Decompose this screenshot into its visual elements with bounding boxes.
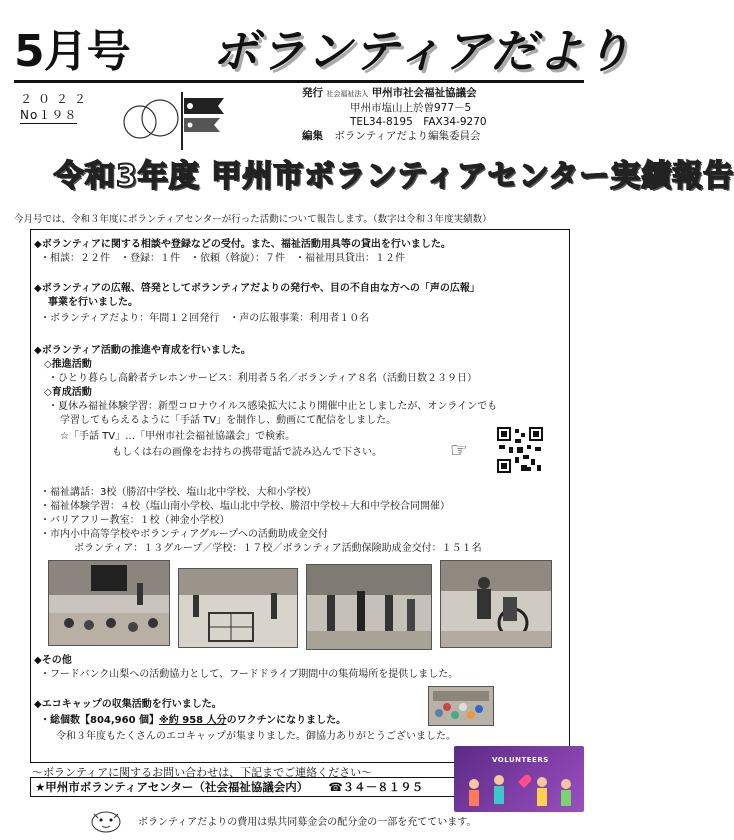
sign-tv-search-note: ☆「手話 TV」…「甲州市社会福祉協議会」で検索。 [60, 431, 296, 442]
sign-tv-qr-note: もしくは右の画像をお持ちの携帯電話で読み込んで下さい。 [112, 447, 382, 458]
section-promotion-heading: ◆ボランティア活動の推進や育成を行いました。 [34, 345, 251, 356]
section-consultation-stats: ・相談：２２件 ・登録：１件 ・依頼（斡旋）：７件 ・福祉用具貸出：１２件 [40, 253, 405, 264]
school-lecture-item: ・福祉講話：3校（勝沼中学校、塩山北中学校、大和小学校） [40, 487, 317, 498]
summer-program-note-cont: 学習してもらえるように「手話 TV」を制作し、動画にて配信をしました。 [60, 415, 397, 426]
photo-wheelchair-support [440, 560, 552, 648]
issue-number: No１９８ [20, 108, 78, 122]
pointing-hand-icon: ☞ [450, 438, 468, 462]
grant-item: ・市内小中高等学校やボランティアグループへの活動助成金交付 [40, 529, 328, 540]
publisher-address: 甲州市塩山上於曽977－5 [350, 102, 472, 114]
section-other-heading: ◆その他 [34, 655, 72, 666]
publisher-org: 甲州市社会福祉協議会 [371, 87, 477, 99]
section-consultation-heading: ◆ボランティアに関する相談や登録などの受付。また、福祉活動用具等の貸出を行いました。 [34, 239, 451, 250]
ecocap-vaccine-equivalent: ※約 958 人分 [159, 715, 227, 726]
koinobori-illustration [120, 88, 230, 150]
photo-lecture-gym [48, 560, 170, 646]
lead-text: 今月号では、令和３年度にボランティアセンターが行った活動について報告します。（数字は令和３年度実績数） [14, 214, 492, 225]
footer-funding-note: ボランティアだよりの費用は県共同募金会の配分金の一部を充てています。 [138, 817, 477, 828]
editor-label: 編集 [302, 130, 323, 142]
grant-stats: ボランティア：１３グループ／学校：１７校／ボランティア活動保険助成金交付：１５１名 [74, 543, 482, 554]
mascot-illustration [84, 800, 128, 834]
volunteers-label: VOLUNTEERS [492, 756, 549, 764]
editor-name: ボランティアだより編集委員会 [334, 130, 481, 142]
photo-wheelchair-course [178, 568, 298, 648]
issue-year: ２０２２ [20, 92, 93, 106]
subsection-promotion: ◇推進活動 [44, 359, 92, 370]
ecocap-total: ・総個数【804,960 個】 [40, 715, 160, 726]
publisher-org-type: 社会福祉法人 [326, 90, 369, 98]
publisher-info [302, 86, 584, 143]
section-pr-stats: ・ボランティアだより：年間１２回発行 ・声の広報事業：利用者１０名 [40, 313, 370, 324]
issue-month-title: 5月号 [14, 26, 130, 77]
contact-invitation: ～ボランティアに関するお問い合わせは、下記までご連絡ください～ [32, 766, 373, 779]
subsection-training: ◇育成活動 [44, 387, 92, 398]
section-pr-heading-cont: 事業を行いました。 [48, 297, 138, 308]
contact-phone[interactable]: ☎３４－８１９５ [328, 780, 424, 794]
qr-code-icon[interactable] [497, 427, 543, 473]
school-experience-item: ・福祉体験学習：４校（塩山南小学校、塩山北中学校、勝沼中学校＋大和中学校合同開催） [40, 501, 450, 512]
publisher-tel-fax: TEL34-8195 FAX34-9270 [350, 116, 487, 128]
volunteers-illustration [454, 746, 584, 812]
volunteers-people-icon [454, 766, 584, 812]
barrier-free-item: ・バリアフリー教室：１校（神金小学校） [40, 515, 230, 526]
publisher-label: 発行 [302, 87, 323, 99]
section-ecocap-heading: ◆エコキャップの収集活動を行いました。 [34, 699, 222, 710]
ecocap-count [40, 714, 346, 728]
report-banner: 令和3年度 甲州市ボランティアセンター実績報告 [54, 159, 734, 194]
contact-org: ★甲州市ボランティアセンター（社会福祉協議会内） [35, 780, 309, 794]
telephone-service-stats: ・ひとり暮らし高齢者テレホンサービス：利用者５名／ボランティア８名（活動日数２３９日） [48, 373, 477, 384]
summer-program-note: ・夏休み福祉体験学習：新型コロナウイルス感染拡大により開催中止としましたが、オンラインでも [48, 401, 498, 412]
header-rule [14, 80, 584, 83]
photo-ecocaps [428, 686, 494, 726]
photo-blindfold-walk [306, 564, 432, 650]
ecocap-thanks: 令和３年度もたくさんのエコキャップが集まりました。御協力ありがとうございました。 [56, 731, 456, 742]
contact-box [30, 777, 456, 797]
section-pr-heading: ◆ボランティアの広報、啓発としてボランティアだよりの発行や、目の不自由な方への「声の広報」 [34, 283, 480, 294]
ecocap-count-end: のワクチンになりました。 [226, 715, 347, 726]
newsletter-title: ボランティアだより [212, 24, 632, 78]
food-bank-note: ・フードバンク山梨への活動協力として、フードドライブ期間中の集荷場所を提供しました。 [40, 669, 459, 680]
